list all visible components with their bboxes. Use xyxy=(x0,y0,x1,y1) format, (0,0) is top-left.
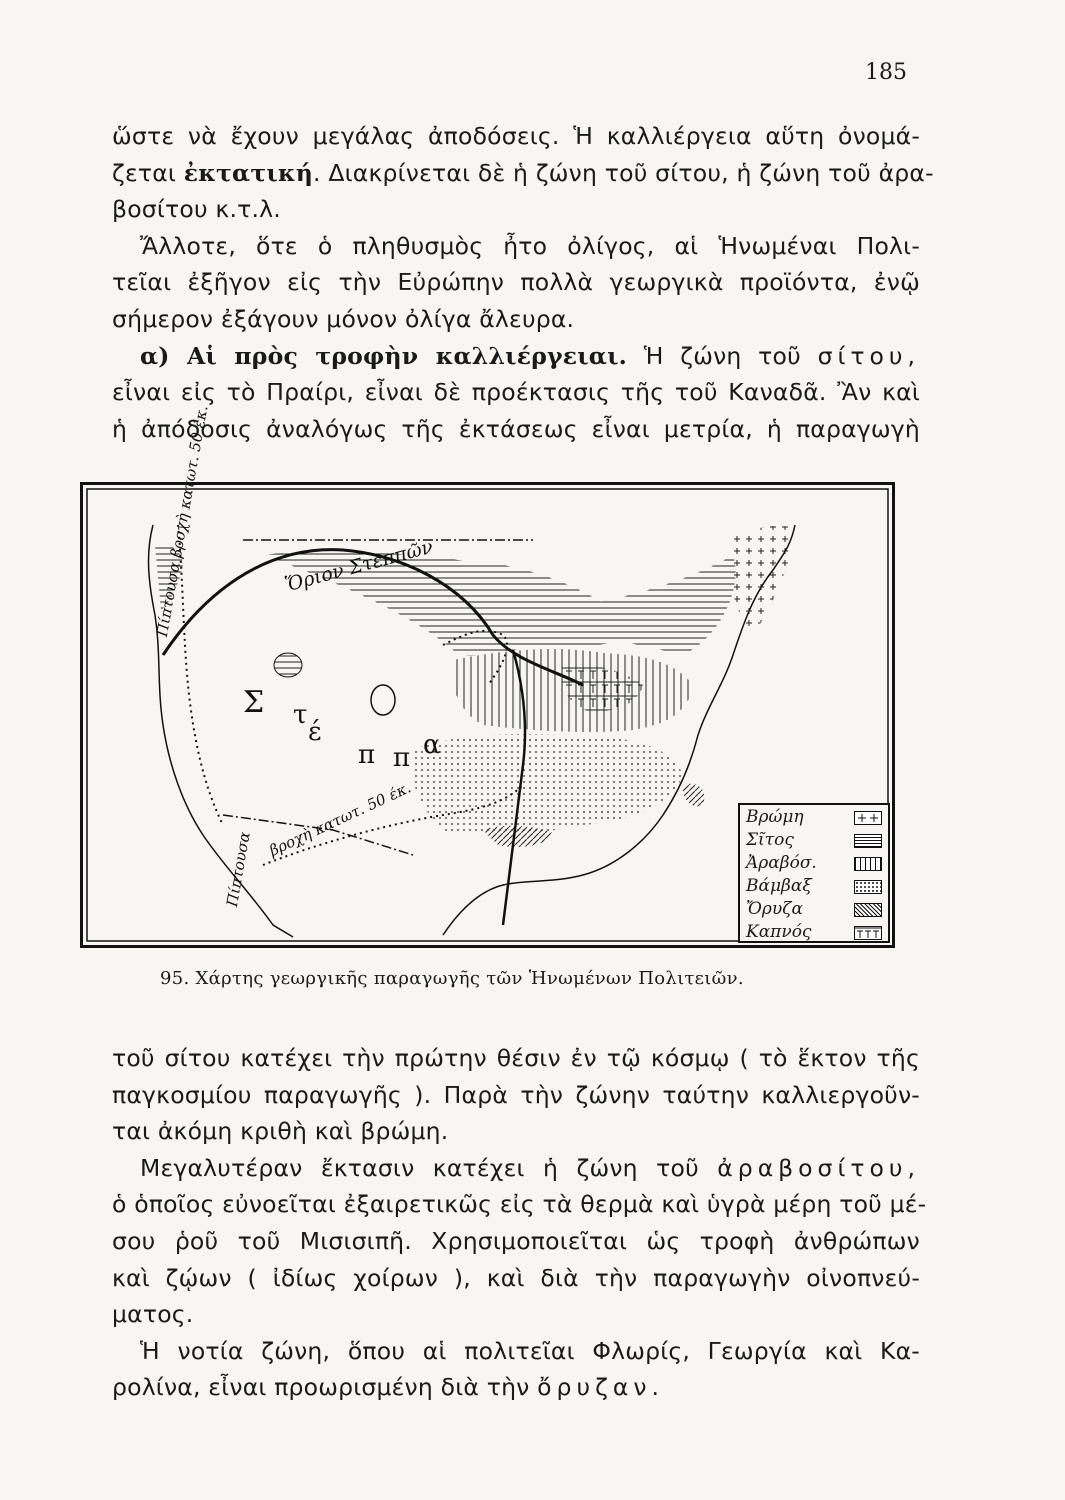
steppe-letter: τ xyxy=(293,700,308,730)
steppe-letter: π xyxy=(393,743,411,773)
text-line: ται ἀκόμη κριθὴ καὶ βρώμη. xyxy=(112,1117,449,1146)
south-rainfall-label: βροχὴ κατωτ. 50 έκ. xyxy=(266,778,414,860)
corn-swatch xyxy=(854,857,882,871)
text-line: Μεγαλυτέραν ἔκτασιν κατέχει ἡ ζώνη τοῦ ἀραβοσίτου, xyxy=(140,1153,920,1182)
west-rainfall-label: Πίπτουσα βροχὴ κατωτ. 50 έκ. xyxy=(153,403,212,639)
steppe-letter: π xyxy=(358,740,376,770)
tobacco-swatch xyxy=(854,926,882,940)
text-line: βοσίτου κ.τ.λ. xyxy=(112,195,281,224)
legend-item: Ὄρυζα xyxy=(746,899,803,919)
text-line: ἡ ἀπόδοσις ἀναλόγως τῆς ἐκτάσεως εἶναι μετρία, ἡ παραγωγὴ xyxy=(112,414,920,443)
south-rainfall-prefix: Πίπτουσα xyxy=(223,830,254,909)
legend-item: Βρώμη xyxy=(746,807,804,827)
top-paragraphs xyxy=(112,118,934,447)
text-line: ὁ ὁποῖος εὐνοεῖται ἐξαιρετικῶς εἰς τὰ θερμὰ καὶ ὑγρὰ μέρη τοῦ μέ- xyxy=(112,1190,927,1219)
section-heading: α) Αἱ πρὸς τροφὴν καλλιέργειαι. xyxy=(140,341,628,370)
text-line: τεῖαι ἐξῆγον εἰς τὴν Εὐρώπην πολλὰ γεωργικὰ προϊόντα, ἐνῷ xyxy=(112,268,920,297)
bottom-paragraphs xyxy=(112,1040,927,1406)
steppe-letter: έ xyxy=(308,717,322,747)
text-line: ματος. xyxy=(112,1300,194,1329)
text-line: ζεται ἐκτατική. Διακρίνεται δὲ ἡ ζώνη τοῦ σίτου, ἡ ζώνη τοῦ ἀρα- xyxy=(112,158,934,187)
text-line: ρολίνα, εἶναι προωρισμένη διὰ τὴν ὄρυζαν. xyxy=(112,1373,664,1402)
term-oryzan: ὄρυζαν. xyxy=(537,1373,664,1402)
term-aravositou: ἀραβοσίτου, xyxy=(717,1153,920,1182)
text-line: εἶναι εἰς τὸ Πραίρι, εἶναι δὲ προέκτασις τῆς τοῦ Καναδᾶ. Ἂν καὶ xyxy=(112,378,920,407)
term-ektatiki: ἐκτατική xyxy=(183,158,314,187)
cotton-swatch xyxy=(854,880,882,894)
text-line: Ἄλλοτε, ὅτε ὁ πληθυσμὸς ἦτο ὀλίγος, αἱ Ἡνωμέναι Πολι- xyxy=(140,231,920,260)
text-line: Ἡ νοτία ζώνη, ὅπου αἱ πολιτεῖαι Φλωρίς, Γεωργία καὶ Κα- xyxy=(140,1336,920,1365)
term-sitou: σίτου, xyxy=(817,341,921,370)
text-line: ὥστε νὰ ἔχουν μεγάλας ἀποδόσεις. Ἡ καλλιέργεια αὕτη ὀνομά- xyxy=(112,122,920,150)
text-line: α) Αἱ πρὸς τροφὴν καλλιέργειαι. Ἡ ζώνη τοῦ σίτου, xyxy=(140,341,921,370)
legend-item: Ἀραβόσ. xyxy=(746,853,817,873)
wheat-swatch xyxy=(854,834,882,848)
map-legend xyxy=(738,803,890,943)
text-line: καὶ ζῴων ( ἰδίως χοίρων ), καὶ διὰ τὴν παραγωγὴν οἰνοπνεύ- xyxy=(112,1263,920,1292)
legend-item: Βάμβαξ xyxy=(746,876,812,896)
page-number: 185 xyxy=(865,60,907,85)
steppe-letter: Σ xyxy=(243,685,265,720)
figure-caption: 95. Χάρτης γεωργικῆς παραγωγῆς τῶν Ἡνωμένων Πολιτειῶν. xyxy=(160,968,744,989)
steppe-letter: α xyxy=(423,730,441,760)
text-line: σήμερον ἐξάγουν μόνον ὀλίγα ἄλευρα. xyxy=(112,304,575,333)
legend-item: Καπνός xyxy=(746,922,812,942)
rice-swatch xyxy=(854,903,882,917)
steppe-boundary-label: Ὅριον Στεππῶν xyxy=(282,535,436,597)
text-line: τοῦ σίτου κατέχει τὴν πρώτην θέσιν ἐν τῷ κόσμῳ ( τὸ ἕκτον τῆς xyxy=(112,1044,920,1072)
legend-item: Σῖτος xyxy=(746,830,794,850)
oats-swatch xyxy=(854,811,882,825)
text-line: παγκοσμίου παραγωγῆς ). Παρὰ τὴν ζώνην ταύτην καλλιεργοῦν- xyxy=(112,1080,920,1109)
text-line: σου ῥοῦ τοῦ Μισισιπῆ. Χρησιμοποιεῖται ὡς τροφὴ ἀνθρώπων xyxy=(112,1226,920,1255)
